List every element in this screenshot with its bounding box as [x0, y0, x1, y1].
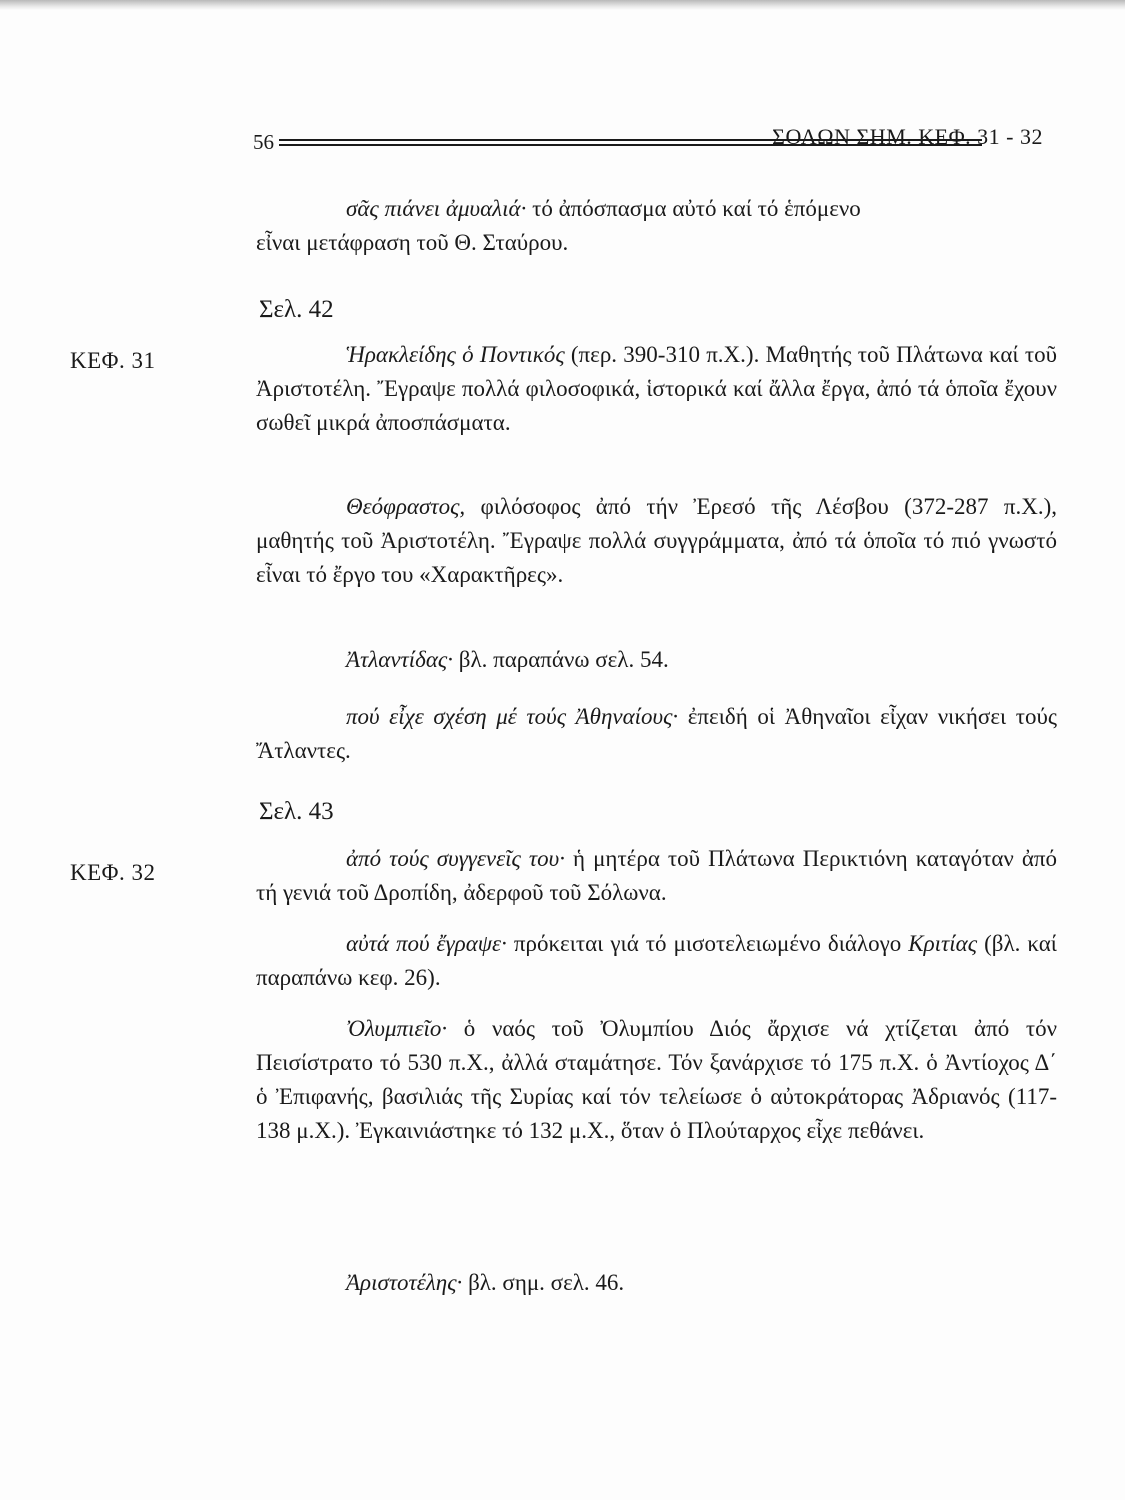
entry-term: ἀπό τούς συγγενεῖς του· [346, 846, 565, 871]
intro-text-2: εἶναι μετάφραση τοῦ Θ. Σταύρου. [256, 230, 569, 255]
entry-kritias [256, 927, 1057, 995]
section-heading-42: Σελ. 42 [259, 296, 334, 323]
entry-herakleides [256, 338, 1057, 440]
entry-text: (περ. 390-310 π.Χ.). Μαθητής τοῦ Πλάτωνα καί τοῦ Ἀριστοτέλη. Ἔγραψε πολλά φιλοσοφικά, ἱστορικά καί ἄλλα ἔργα, ἀπό τά ὁποῖα ἔχουν σωθεῖ μικρά ἀποσπάσματα. [256, 342, 1057, 435]
entry-text: πρόκειται γιά τό μισοτελειωμένο διάλογο [506, 931, 909, 956]
entry-term: πού εἶχε σχέση μέ τούς Ἀθηναίους· [346, 704, 679, 729]
entry-text: βλ. σημ. σελ. 46. [462, 1270, 625, 1295]
entry-term: Θεόφραστος, [346, 494, 466, 519]
entry-term: Ἀτλαντίδας· [346, 647, 453, 672]
entry-text: ὁ ναός τοῦ Ὀλυμπίου Διός ἄρχισε νά χτίζεται ἀπό τόν Πεισίστρατο τό 530 π.Χ., ἀλλά σταμάτησε. Τόν ξανάρχισε τό 175 π.Χ. ὁ Ἀντίοχος Δ΄ ὁ Ἐπιφανής, βασιλιάς τῆς Συρίας καί τόν τελείωσε ὁ αὐτοκράτορας Ἀδριανός (117-138 μ.Χ.). Ἐγκαινιάστηκε τό 132 μ.Χ., ὅταν ὁ Πλούταρχος εἶχε πεθάνει. [256, 1016, 1057, 1143]
entry-athenians [256, 700, 1057, 768]
entry-text: ἐπειδή οἱ Ἀθηναῖοι εἶχαν νικήσει τούς Ἄτλαντες. [256, 704, 1057, 763]
running-header [253, 124, 1043, 160]
entry-atlantis [256, 643, 1057, 677]
intro-paragraph [256, 192, 1057, 260]
entry-aristotle [256, 1266, 1057, 1300]
entry-term: αὐτά πού ἔγραψε· [346, 931, 507, 956]
section-heading-43: Σελ. 43 [259, 798, 334, 825]
entry-text: ἡ μητέρα τοῦ Πλάτωνα Περικτιόνη καταγόταν ἀπό τή γενιά τοῦ Δροπίδη, ἀδερφοῦ τοῦ Σόλωνα. [256, 846, 1057, 905]
intro-term: σᾶς πιάνει ἀμυαλιά· [346, 196, 527, 221]
entry-text: φιλόσοφος ἀπό τήν Ἐρεσό τῆς Λέσβου (372-287 π.Χ.), μαθητής τοῦ Ἀριστοτέλη. Ἔγραψε πολλά συγγράμματα, ἀπό τά ὁποῖα τό πιό γνωστό εἶναι τό ἔργο του «Χαρακτῆρες». [256, 494, 1057, 587]
running-title: ΣΟΛΩΝ ΣΗΜ. ΚΕΦ. 31 - 32 [772, 124, 1043, 149]
chapter-label-31: ΚΕΦ. 31 [70, 348, 156, 373]
entry-olympieion [256, 1012, 1057, 1148]
chapter-label-32: ΚΕΦ. 32 [70, 860, 156, 885]
entry-relatives [256, 842, 1057, 910]
entry-theophrastos [256, 490, 1057, 592]
page-number: 56 [253, 130, 274, 154]
entry-term: Ἡρακλείδης ὁ Ποντικός [346, 342, 565, 367]
entry-text: βλ. παραπάνω σελ. 54. [453, 647, 669, 672]
entry-term: Ὀλυμπιεῖο· [346, 1016, 448, 1041]
entry-text-2: (βλ. καί παραπάνω κεφ. 26). [256, 931, 1057, 990]
entry-term: Ἀριστοτέλης· [346, 1270, 463, 1295]
entry-term-2: Κριτίας [908, 931, 978, 956]
intro-text: τό ἀπόσπασμα αὐτό καί τό ἑπόμενο [526, 196, 861, 221]
scan-edge [0, 0, 1125, 10]
